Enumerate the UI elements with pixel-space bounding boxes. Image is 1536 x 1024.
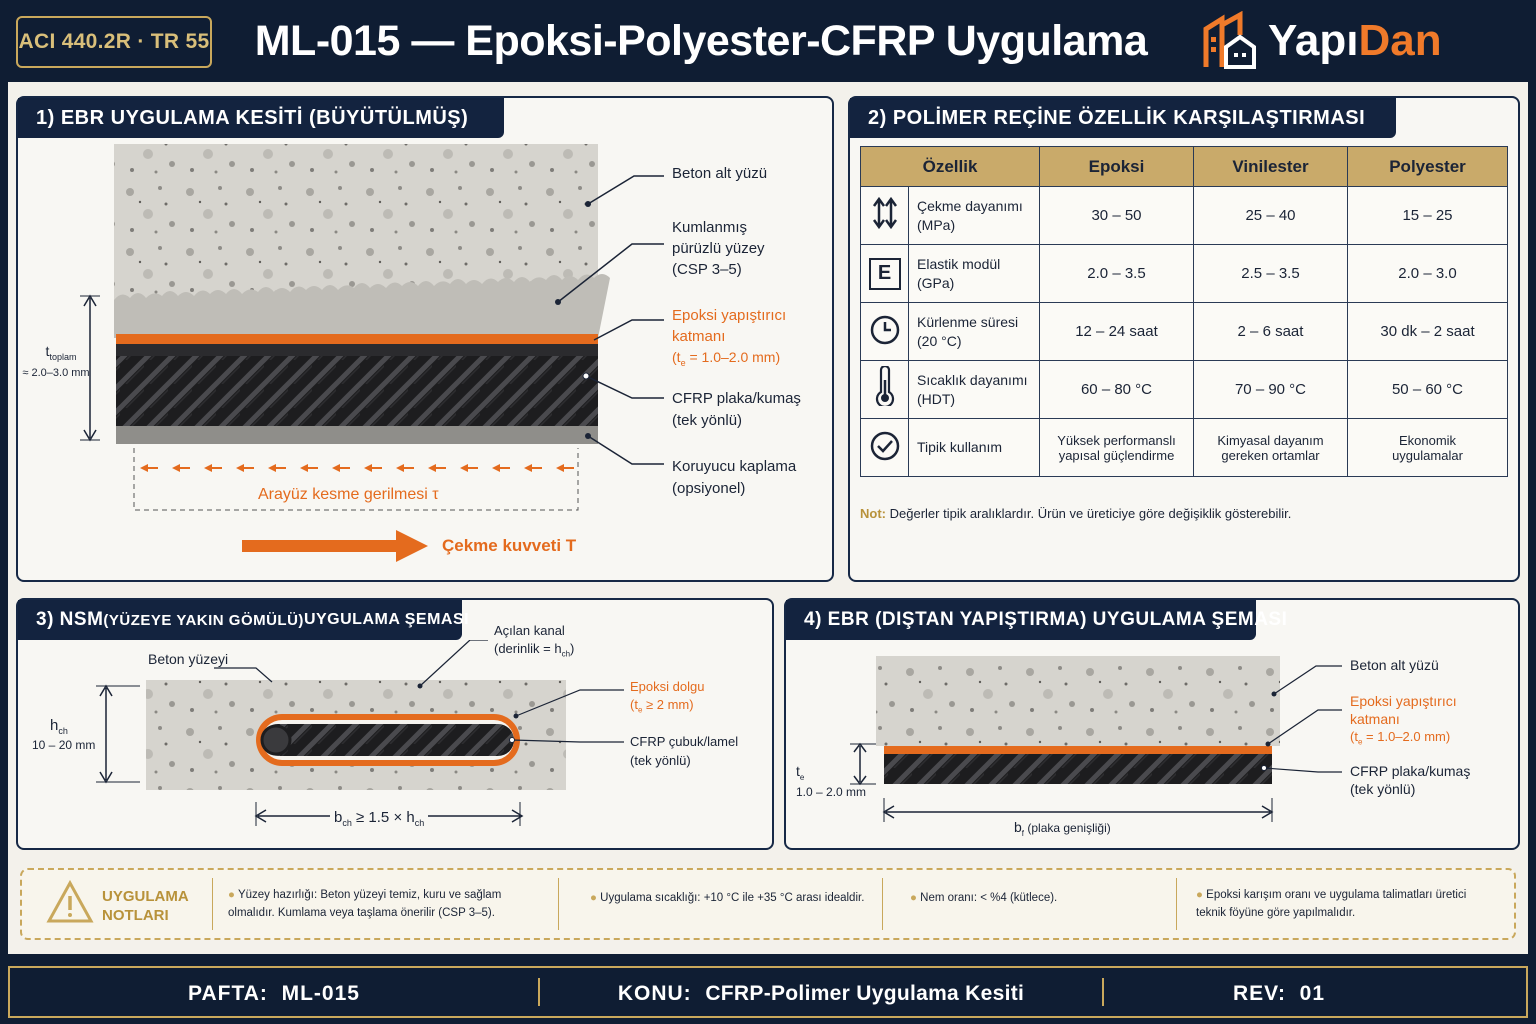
building-logo-icon: [1200, 11, 1256, 71]
ebr-label-beton: Beton alt yüzü: [1350, 657, 1439, 673]
cell-vinilester: 70 – 90 °C: [1194, 361, 1348, 419]
panel1-title: 1) EBR UYGULAMA KESİTİ (BÜYÜTÜLMÜŞ): [18, 98, 504, 138]
cell-epoksi: 60 – 80 °C: [1040, 361, 1194, 419]
label-kaplama-1: Koruyucu kaplama: [672, 458, 797, 475]
clock-icon: [869, 314, 901, 346]
nsm-label-cubuk-1: CFRP çubuk/lamel: [630, 734, 739, 749]
label-cfrp-1: CFRP plaka/kumaş: [672, 390, 801, 407]
col-header-property: Özellik: [861, 147, 1040, 187]
ebr-label-epoksi-3: ($t_e = 1.0-2.0$ mm): [1350, 729, 1451, 747]
cell-epoksi: 2.0 – 3.5: [1040, 245, 1194, 303]
property-unit: (GPa): [917, 274, 955, 291]
table-row: [861, 187, 1508, 245]
property-name: Elastik modül: [917, 256, 1001, 273]
protective-coating: [116, 426, 598, 444]
cell-vinilester: 2.5 – 3.5: [1194, 245, 1348, 303]
ebr-b-label: $b_f$ (plaka genişliği): [1014, 819, 1111, 838]
property-name: Tipik kullanım: [917, 439, 1003, 456]
brand-logo: [1200, 8, 1500, 74]
cell-polyester: 2.0 – 3.0: [1348, 245, 1508, 303]
property-name: Kürlenme süresi: [917, 314, 1019, 331]
ebr-label-cfrp-2: (tek yönlü): [1350, 781, 1416, 797]
table-row: [861, 361, 1508, 419]
label-tension: Çekme kuvveti T: [442, 536, 577, 555]
nsm-label-beton: Beton yüzeyi: [148, 651, 229, 667]
epoxy-layer: [116, 334, 598, 344]
col-header-polyester: Polyester: [1348, 147, 1508, 187]
panel2-title: 2) POLİMER REÇİNE ÖZELLİK KARŞILAŞTIRMASI: [850, 98, 1396, 138]
panel4-title: 4) EBR (DIŞTAN YAPIŞTIRMA) UYGULAMA ŞEMASI: [786, 600, 1256, 640]
cell-epoksi: Yüksek performanslı yapısal güçlendirme: [1040, 419, 1194, 477]
label-kumlama-1: Kumlanmış: [672, 219, 748, 236]
notes-item: ● Yüzey hazırlığı: Beton yüzeyi temiz, kuru ve sağlam olmalıdır. Kumlama veya taşlama önerilir (CSP 3–5).: [228, 889, 502, 919]
label-kaplama-2: (opsiyonel): [672, 480, 746, 497]
label-kumlama-2: pürüzlü yüzey: [672, 240, 765, 257]
notes-item: ● Epoksi karışım oranı ve uygulama talimatları üretici teknik föyüne göre yapılmalıdır.: [1196, 889, 1467, 919]
epoxy-bond-line: [116, 344, 598, 356]
label-epoksi-1: Epoksi yapıştırıcı: [672, 307, 787, 324]
table-row: [861, 303, 1508, 361]
notes-title: UYGULAMA NOTLARI: [102, 888, 189, 924]
footer-pafta: PAFTA: ML-015: [188, 982, 360, 1005]
nsm-label-kanal-2: (derinlik = $h_{ch}$): [494, 641, 575, 659]
resin-comparison-table: [860, 146, 1508, 477]
page-title: ML-015 — Epoksi-Polyester-CFRP Uygulama: [254, 17, 1148, 65]
property-unit: (HDT): [917, 390, 956, 407]
nsm-label-dolgu-1: Epoksi dolgu: [630, 679, 705, 694]
footer-rev: REV: 01: [1232, 982, 1326, 1005]
t-total-range: ≈ 2.0–3.0 mm: [22, 367, 90, 379]
table-note: [860, 506, 1291, 521]
logo-text-1: Yapı: [1268, 16, 1359, 65]
cell-polyester: 30 dk – 2 saat: [1348, 303, 1508, 361]
ebr-label-cfrp-1: CFRP plaka/kumaş: [1350, 763, 1471, 779]
note-text: Değerler tipik aralıklardır. Ürün ve üreticiye göre değişiklik gösterebilir.: [889, 506, 1292, 521]
cell-polyester: 15 – 25: [1348, 187, 1508, 245]
ebr-cfrp-plate: [884, 754, 1272, 784]
cell-epoksi: 30 – 50: [1040, 187, 1194, 245]
col-header-vinilester: Vinilester: [1194, 147, 1348, 187]
note-label: Not:: [860, 506, 886, 521]
standard-badge: ACI 440.2R · TR 55: [16, 16, 212, 68]
ebr-epoxy-layer: [884, 746, 1272, 754]
ebr-t-range: 1.0 – 2.0 mm: [796, 785, 867, 799]
label-epoksi-2: katmanı: [672, 328, 726, 345]
nsm-h-range: 10 – 20 mm: [32, 738, 96, 752]
label-beton: Beton alt yüzü: [672, 165, 768, 182]
cfrp-plate: [116, 356, 598, 426]
tension-arrow: [242, 540, 398, 552]
notes-item: ● Nem oranı: < %4 (kütlece).: [910, 892, 1058, 904]
title-block: [8, 966, 1528, 1018]
nsm-cfrp-bar: [262, 724, 514, 756]
nsm-label-kanal-1: Açılan kanal: [494, 623, 565, 638]
tension-arrows-icon: [869, 197, 901, 229]
property-unit: (MPa): [917, 216, 956, 233]
cell-vinilester: Kimyasal dayanım gereken ortamlar: [1194, 419, 1348, 477]
property-name: Sıcaklık dayanımı: [917, 372, 1028, 389]
ebr-label-epoksi-1: Epoksi yapıştırıcı: [1350, 693, 1457, 709]
warning-icon: [46, 880, 94, 924]
footer-konu: KONU: CFRP-Polimer Uygulama Kesiti: [617, 982, 1025, 1005]
table-row: [861, 419, 1508, 477]
check-circle-icon: [869, 430, 901, 462]
shear-arrows: [140, 464, 574, 472]
ebr-t-label: $t_e$: [796, 763, 805, 782]
ebr-concrete: [876, 656, 1280, 746]
cell-polyester: Ekonomik uygulamalar: [1348, 419, 1508, 477]
cell-vinilester: 2 – 6 saat: [1194, 303, 1348, 361]
nsm-label-cubuk-2: (tek yönlü): [630, 753, 691, 768]
cell-polyester: 50 – 60 °C: [1348, 361, 1508, 419]
label-cfrp-2: (tek yönlü): [672, 412, 743, 429]
col-header-epoksi: Epoksi: [1040, 147, 1194, 187]
cell-epoksi: 12 – 24 saat: [1040, 303, 1194, 361]
label-epoksi-3: ($t_e = 1.0-2.0$ mm): [672, 349, 781, 368]
notes-item: ● Uygulama sıcaklığı: +10 °C ile +35 °C arası idealdir.: [590, 892, 865, 904]
nsm-label-dolgu-2: ($t_e \ge 2$ mm): [630, 697, 694, 715]
panel3-title: 3) NSM (YÜZEYE YAKIN GÖMÜLÜ) UYGULAMA ŞEMASI: [18, 600, 462, 640]
label-kumlama-3: (CSP 3–5): [672, 261, 742, 278]
property-unit: (20 °C): [917, 332, 962, 349]
logo-text-2: Dan: [1358, 16, 1442, 65]
t-total-label: $t_{toplam}$: [45, 343, 77, 362]
label-shear: Arayüz kesme gerilmesi τ: [258, 486, 439, 503]
property-name: Çekme dayanımı: [917, 198, 1023, 215]
ebr-label-epoksi-2: katmanı: [1350, 711, 1400, 727]
modulus-e-icon: E: [869, 258, 901, 290]
thermometer-icon: [869, 370, 901, 402]
nsm-h-label: $h_{ch}$: [50, 717, 68, 736]
table-row: [861, 245, 1508, 303]
cell-vinilester: 25 – 40: [1194, 187, 1348, 245]
nsm-b-label: $b_{ch} \ge 1.5 \times h_{ch}$: [330, 808, 428, 829]
